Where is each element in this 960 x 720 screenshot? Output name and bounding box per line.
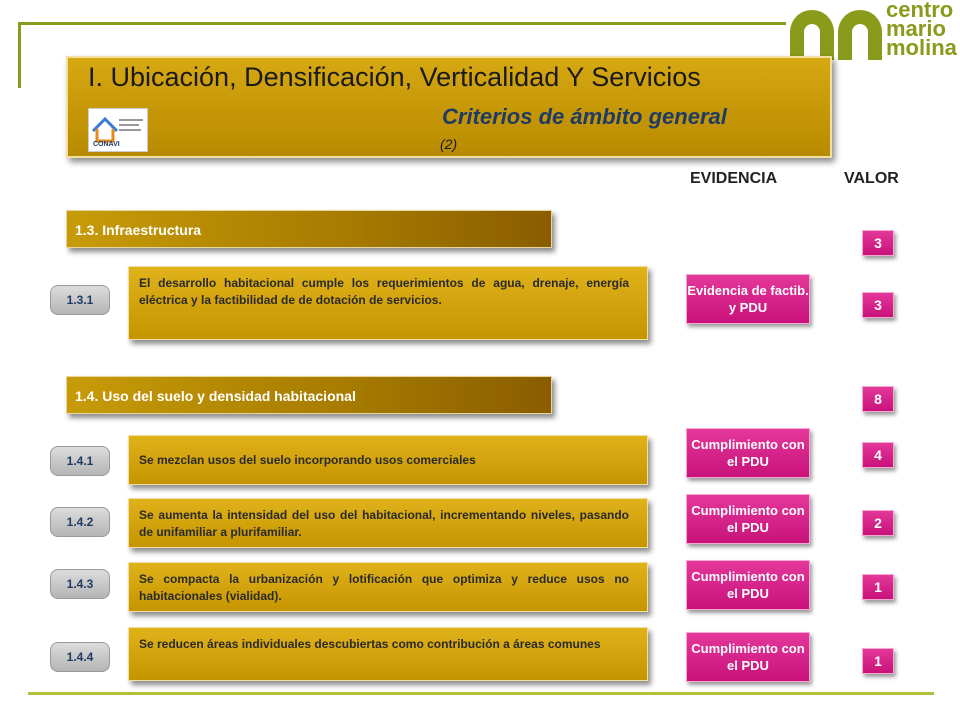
criterion-text-1-3-1: El desarrollo habitacional cumple los requerimientos de agua, drenaje, energía eléctrica y la factibilidad de de dotación de servicios. [128, 266, 648, 340]
brand-line-3: molina [886, 35, 957, 60]
page-subtitle: Criterios de ámbito general [442, 104, 727, 129]
criterion-value-1-4-2: 2 [862, 510, 894, 536]
criterion-value-1-4-4: 1 [862, 648, 894, 674]
conavi-logo-text: CONAVI [93, 141, 120, 148]
evidence-column-header: EVIDENCIA [690, 170, 778, 187]
criterion-code-1-4-3: 1.4.3 [50, 569, 110, 599]
criterion-value-1-4-1: 4 [862, 442, 894, 468]
evidence-button-1-4-2[interactable]: Cumplimiento con el PDU [686, 494, 810, 544]
conavi-logo [88, 108, 148, 152]
criterion-value-1-3-1: 3 [862, 292, 894, 318]
value-column-header: VALOR [844, 170, 899, 187]
evidence-button-1-3-1[interactable]: Evidencia de factib. y PDU [686, 274, 810, 324]
evidence-button-1-4-4[interactable]: Cumplimiento con el PDU [686, 632, 810, 682]
criterion-code-1-4-4: 1.4.4 [50, 642, 110, 672]
criterion-value-1-4-3: 1 [862, 574, 894, 600]
frame-vertical-line [18, 22, 21, 88]
criterion-text-1-4-3: Se compacta la urbanización y lotificación que optimiza y reduce usos no habitacionales (vialidad). [128, 562, 648, 612]
criterion-code-1-4-1: 1.4.1 [50, 446, 110, 476]
section-value-uso-del-suelo: 8 [862, 386, 894, 412]
criterion-text-1-4-4: Se reducen áreas individuales descubiertas como contribución a áreas comunes [128, 627, 648, 681]
criterion-code-1-4-2: 1.4.2 [50, 507, 110, 537]
brand-name [886, 0, 957, 60]
evidence-button-1-4-1[interactable]: Cumplimiento con el PDU [686, 428, 810, 478]
frame-horizontal-line [18, 22, 786, 25]
section-value-infraestructura: 3 [862, 230, 894, 256]
section-bar-infraestructura: 1.3. Infraestructura [66, 210, 552, 248]
criterion-code-1-3-1: 1.3.1 [50, 285, 110, 315]
brand-line-2: mario [886, 16, 946, 41]
section-bar-uso-del-suelo: 1.4. Uso del suelo y densidad habitacional [66, 376, 552, 414]
brand-line-1: centro [886, 0, 954, 22]
page-title: I. Ubicación, Densificación, Verticalidad Y Servicios [88, 62, 701, 92]
evidence-button-1-4-3[interactable]: Cumplimiento con el PDU [686, 560, 810, 610]
page-note: (2) [440, 136, 458, 152]
bottom-rule [28, 692, 934, 695]
title-box [66, 56, 832, 158]
criterion-text-1-4-2: Se aumenta la intensidad del uso del habitacional, incrementando niveles, pasando de unifamiliar a plurifamiliar. [128, 498, 648, 548]
criterion-text-1-4-1: Se mezclan usos del suelo incorporando usos comerciales [128, 435, 648, 485]
